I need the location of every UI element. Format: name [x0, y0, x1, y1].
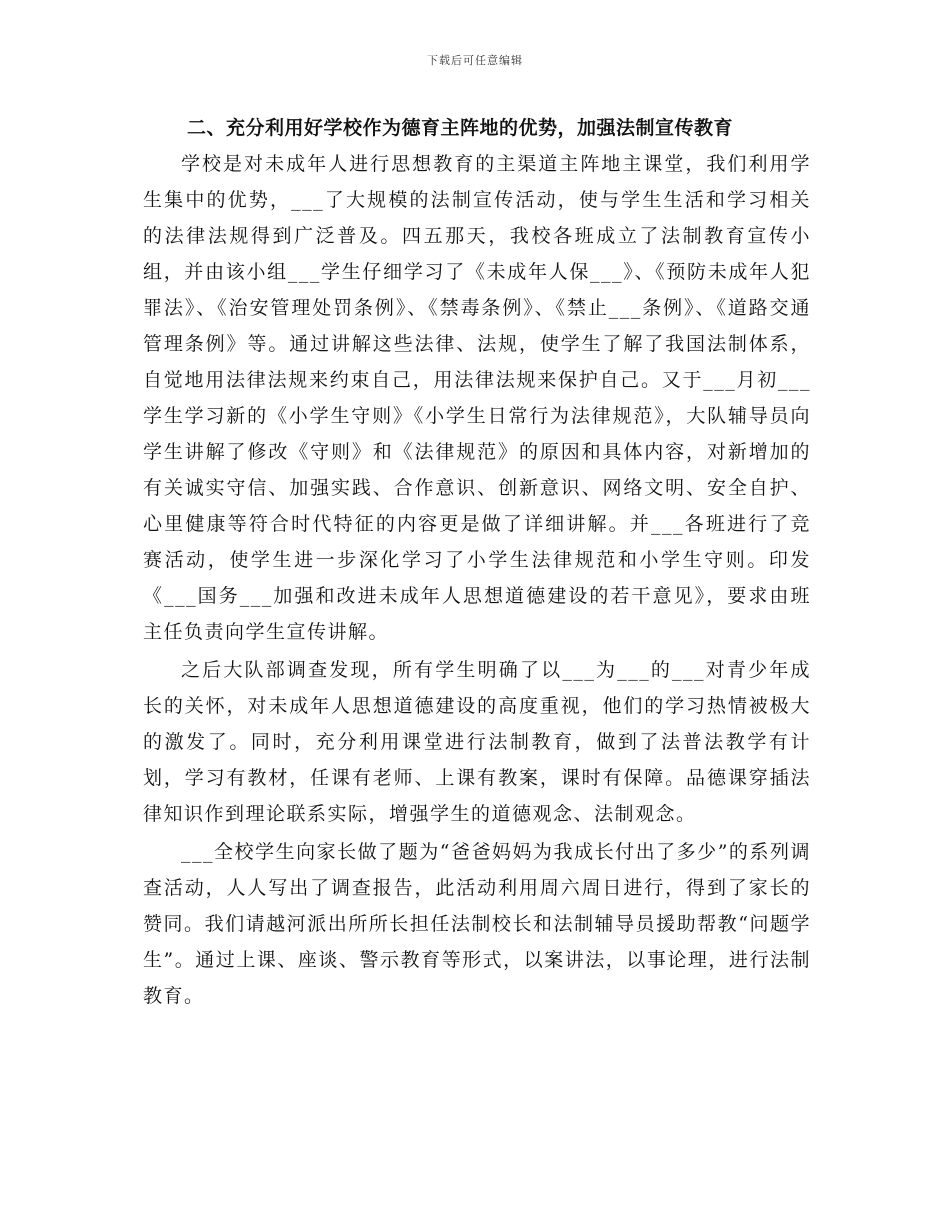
section-title: 二、充分利用好学校作为德育主阵地的优势，加强法制宣传教育: [187, 117, 734, 139]
paragraph-2: 之后大队部调查发现，所有学生明确了以___为___的___对青少年成长的关怀，对未成年人思想道德建设的高度重视，他们的学习热情被极大的激发了。同时，充分利用课堂进行法制教育，做到了法普法教学有计划，学习有教材，任课有老师、上课有教案，课时有保障。品德课穿插法律知识作到理论联系实际，增强学生的道德观念、法制观念。: [143, 659, 811, 825]
document-body: [143, 110, 811, 1014]
paragraph-1: 学校是对未成年人进行思想教育的主渠道主阵地主课堂，我们利用学生集中的优势，___了大规模的法制宣传活动，使与学生生活和学习相关的法律法规得到广泛普及。四五那天，我校各班成立了法制教育宣传小组，并由该小组___学生仔细学习了《未成年人保___》、《预防未成年人犯罪法》、《治安管理处罚条例》、《禁毒条例》、《禁止___条例》、《道路交通管理条例》等。通过讲解这些法律、法规，使学生了解了我国法制体系，自觉地用法律法规来约束自己，用法律法规来保护自己。又于___月初___学生学习新的《小学生守则》《小学生日常行为法律规范》，大队辅导员向学生讲解了修改《守则》和《法律规范》的原因和具体内容，对新增加的有关诚实守信、加强实践、合作意识、创新意识、网络文明、安全自护、心里健康等符合时代特征的内容更是做了详细讲解。并___各班进行了竞赛活动，使学生进一步深化学习了小学生法律规范和小学生守则。印发《___国务___加强和改进未成年人思想道德建设的若干意见》，要求由班主任负责向学生宣传讲解。: [143, 153, 811, 643]
header-note: 下载后可任意编辑: [427, 54, 523, 67]
paragraph-3: ___全校学生向家长做了题为“爸爸妈妈为我成长付出了多少”的系列调查活动，人人写出了调查报告，此活动利用周六周日进行，得到了家长的赞同。我们请越河派出所所长担任法制校长和法制辅导员援助帮教“问题学生”。通过上课、座谈、警示教育等形式，以案讲法，以事论理，进行法制教育。: [143, 841, 811, 1007]
